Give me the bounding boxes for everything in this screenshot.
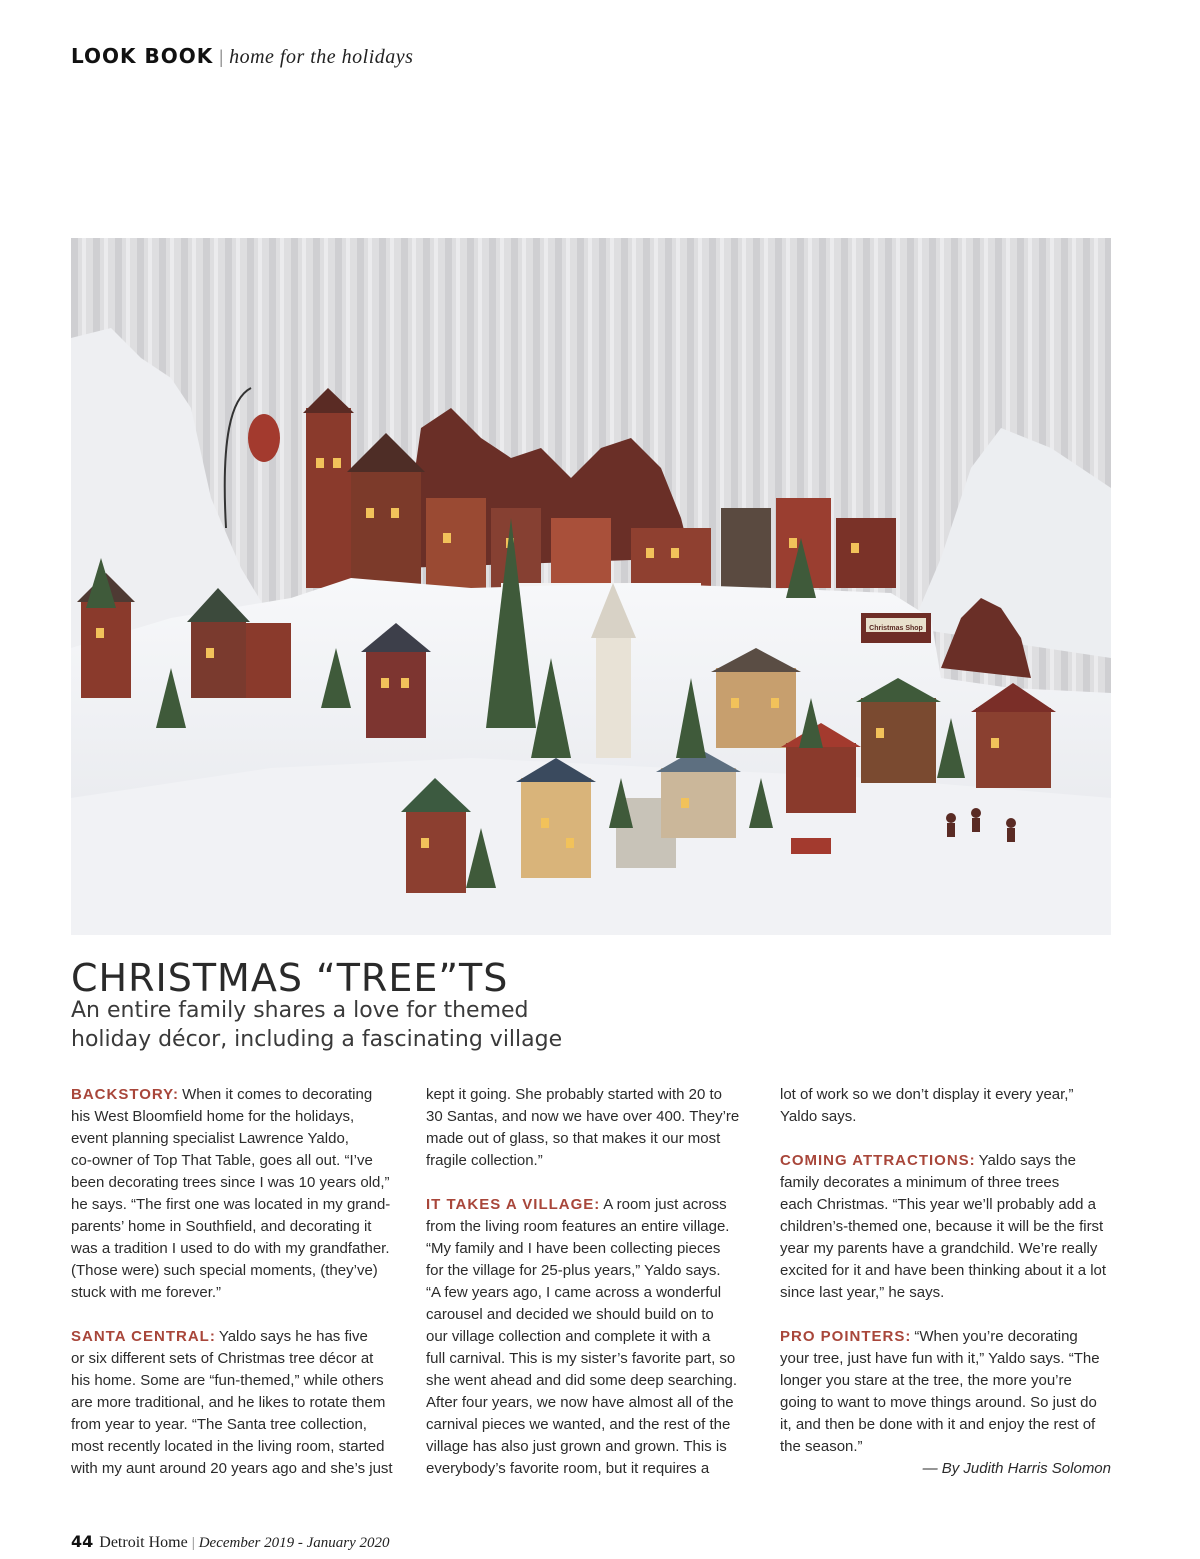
body-line xyxy=(71,1260,411,1282)
body-line xyxy=(71,1150,411,1172)
body-line xyxy=(71,1458,411,1480)
body-line xyxy=(426,1260,766,1282)
body-text: 30 Santas, and now we have over 400. They’re xyxy=(426,1108,740,1125)
body-line xyxy=(426,1304,766,1326)
body-line xyxy=(426,1370,766,1392)
body-text: “When you’re decorating xyxy=(914,1328,1078,1345)
body-line xyxy=(780,1414,1120,1436)
body-line xyxy=(780,1194,1120,1216)
body-text: parents’ home in Southfield, and decorating it xyxy=(71,1218,372,1235)
body-line xyxy=(780,1348,1120,1370)
paragraph-gap xyxy=(780,1304,1120,1326)
section-kicker: PRO POINTERS: xyxy=(780,1328,912,1345)
body-line xyxy=(426,1150,766,1172)
deck-line: holiday décor, including a fascinating village xyxy=(71,1027,563,1052)
body-line xyxy=(426,1238,766,1260)
body-line xyxy=(426,1458,766,1480)
body-text: children’s-themed one, because it will be the first xyxy=(780,1218,1104,1235)
magazine-name: Detroit Home xyxy=(99,1534,188,1551)
body-text: for the village for 25-plus years,” Yaldo says. xyxy=(426,1262,721,1279)
body-text: going to want to move things around. So just do xyxy=(780,1394,1097,1411)
body-line xyxy=(71,1106,411,1128)
body-line xyxy=(71,1084,411,1106)
body-line xyxy=(780,1370,1120,1392)
body-text: (Those were) such special moments, (they’ve) xyxy=(71,1262,378,1279)
body-line xyxy=(426,1436,766,1458)
christmas-village-photo xyxy=(71,238,1111,935)
body-text: the season.” xyxy=(780,1438,863,1455)
header-separator: | xyxy=(219,47,224,68)
body-text: lot of work so we don’t display it every year,” xyxy=(780,1086,1074,1103)
body-line xyxy=(780,1084,1120,1106)
body-line xyxy=(71,1436,411,1458)
body-line xyxy=(426,1348,766,1370)
body-line xyxy=(71,1172,411,1194)
body-text: since last year,” he says. xyxy=(780,1284,945,1301)
body-text: Yaldo says he has five xyxy=(218,1328,368,1345)
body-line xyxy=(426,1282,766,1304)
body-line xyxy=(426,1392,766,1414)
body-text: she went ahead and did some deep searching. xyxy=(426,1372,738,1389)
christmas-shop-sign: Christmas Shop xyxy=(869,625,923,632)
section-header xyxy=(71,44,413,72)
body-text: stuck with me forever.” xyxy=(71,1284,222,1301)
body-text: was a tradition I used to do with my grandfather. xyxy=(71,1240,390,1257)
body-text: most recently located in the living room, started xyxy=(71,1438,385,1455)
body-text: been decorating trees since I was 10 years old,” xyxy=(71,1174,390,1191)
body-text: year my parents have a grandchild. We’re really xyxy=(780,1240,1098,1257)
body-line xyxy=(426,1414,766,1436)
section-kicker: SANTA CENTRAL: xyxy=(71,1328,216,1345)
article-byline: — By Judith Harris Solomon xyxy=(922,1460,1111,1477)
paragraph-gap xyxy=(426,1172,766,1194)
body-line xyxy=(71,1282,411,1304)
body-text: full carnival. This is my sister’s favorite part, so xyxy=(426,1350,736,1367)
issue-date: December 2019 - January 2020 xyxy=(198,1535,390,1551)
page-footer xyxy=(71,1532,389,1552)
body-text: “My family and I have been collecting pieces xyxy=(426,1240,721,1257)
body-line xyxy=(426,1194,766,1216)
body-text: event planning specialist Lawrence Yaldo, xyxy=(71,1130,349,1147)
body-text: his home. Some are “fun-themed,” while others xyxy=(71,1372,384,1389)
village-illustration xyxy=(71,238,1111,935)
body-line xyxy=(71,1128,411,1150)
section-name: LOOK BOOK xyxy=(71,44,214,68)
body-text: family decorates a minimum of three trees xyxy=(780,1174,1060,1191)
body-column-2 xyxy=(426,1084,766,1480)
body-line xyxy=(780,1106,1120,1128)
section-kicker: BACKSTORY: xyxy=(71,1086,180,1103)
deck-line: An entire family shares a love for themed xyxy=(71,998,529,1023)
body-line xyxy=(780,1172,1120,1194)
body-line xyxy=(71,1238,411,1260)
body-text: co-owner of Top That Table, goes all out. “I’ve xyxy=(71,1152,373,1169)
body-text: Yaldo says. xyxy=(780,1108,857,1125)
body-text: are more traditional, and he likes to rotate them xyxy=(71,1394,386,1411)
paragraph-gap xyxy=(71,1304,411,1326)
body-line xyxy=(71,1414,411,1436)
section-topic: home for the holidays xyxy=(229,46,414,68)
page-number: 44 xyxy=(71,1532,94,1551)
body-line xyxy=(71,1370,411,1392)
article-deck xyxy=(71,996,631,1054)
body-text: with my aunt around 20 years ago and she’s just xyxy=(71,1460,393,1477)
body-text: village has also just grown and grown. This is xyxy=(426,1438,727,1455)
body-text: fragile collection.” xyxy=(426,1152,543,1169)
body-text: excited for it and have been thinking about it a lot xyxy=(780,1262,1107,1279)
body-text: “A few years ago, I came across a wonderful xyxy=(426,1284,722,1301)
body-text: When it comes to decorating xyxy=(182,1086,373,1103)
body-line xyxy=(780,1150,1120,1172)
body-text: his West Bloomfield home for the holidays, xyxy=(71,1108,355,1125)
body-text: our village collection and complete it with a xyxy=(426,1328,711,1345)
body-text: everybody’s favorite room, but it requires a xyxy=(426,1460,710,1477)
body-line xyxy=(71,1348,411,1370)
body-text: Yaldo says the xyxy=(978,1152,1076,1169)
body-text: from the living room features an entire village. xyxy=(426,1218,730,1235)
body-column-1 xyxy=(71,1084,411,1480)
footer-separator: | xyxy=(191,1535,195,1551)
body-text: made out of glass, so that makes it our most xyxy=(426,1130,721,1147)
body-line xyxy=(71,1194,411,1216)
body-text: each Christmas. “This year we’ll probably add a xyxy=(780,1196,1096,1213)
body-line xyxy=(71,1326,411,1348)
body-line xyxy=(71,1216,411,1238)
body-line xyxy=(426,1128,766,1150)
body-line xyxy=(426,1084,766,1106)
body-line xyxy=(780,1282,1120,1304)
body-text: he says. “The first one was located in my grand- xyxy=(71,1196,391,1213)
body-column-3 xyxy=(780,1084,1120,1458)
body-text: your tree, just have fun with it,” Yaldo says. “The xyxy=(780,1350,1100,1367)
body-line xyxy=(780,1436,1120,1458)
paragraph-gap xyxy=(780,1128,1120,1150)
body-line xyxy=(780,1216,1120,1238)
body-line xyxy=(426,1106,766,1128)
section-kicker: COMING ATTRACTIONS: xyxy=(780,1152,976,1169)
article-headline: CHRISTMAS “TREE”TS xyxy=(71,956,509,1000)
section-kicker: IT TAKES A VILLAGE: xyxy=(426,1196,601,1213)
body-text: longer you stare at the tree, the more you’re xyxy=(780,1372,1072,1389)
body-line xyxy=(71,1392,411,1414)
body-text: it, and then be done with it and enjoy the rest of xyxy=(780,1416,1096,1433)
body-text: kept it going. She probably started with 20 to xyxy=(426,1086,723,1103)
body-line xyxy=(780,1238,1120,1260)
body-text: carnival pieces we wanted, and the rest of the xyxy=(426,1416,731,1433)
body-line xyxy=(780,1326,1120,1348)
body-text: from year to year. “The Santa tree collection, xyxy=(71,1416,367,1433)
body-text: carousel and decided we should build on to xyxy=(426,1306,714,1323)
body-text: A room just across xyxy=(603,1196,727,1213)
body-line xyxy=(780,1392,1120,1414)
body-line xyxy=(780,1260,1120,1282)
body-text: After four years, we now have almost all of the xyxy=(426,1394,734,1411)
body-line xyxy=(426,1216,766,1238)
body-text: or six different sets of Christmas tree décor at xyxy=(71,1350,374,1367)
hot-air-balloon xyxy=(248,414,280,462)
body-line xyxy=(426,1326,766,1348)
